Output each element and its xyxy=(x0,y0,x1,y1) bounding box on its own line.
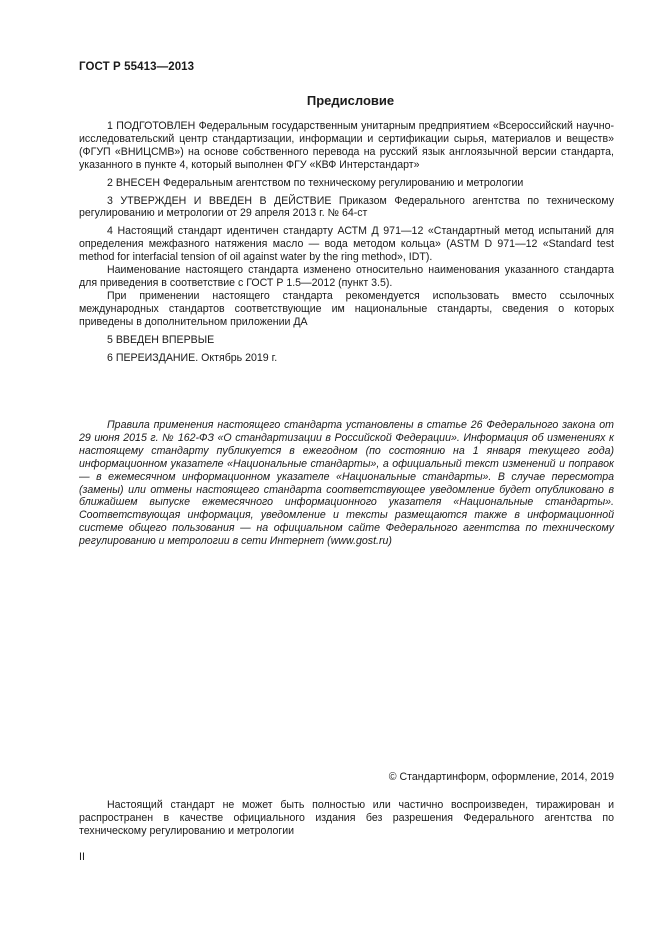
copyright-line: © Стандартинформ, оформление, 2014, 2019 xyxy=(388,771,614,783)
paragraph-4-references: При применении настоящего стандарта рекомендуется использовать вместо ссылочных международных стандартов соответствующие им национальные стандарты, сведения о которых приведены в дополнительном приложении ДА xyxy=(79,289,614,328)
paragraph-2: 2 ВНЕСЕН Федеральным агентством по техническому регулированию и метрологии xyxy=(107,176,524,189)
paragraph-1: 1 ПОДГОТОВЛЕН Федеральным государственным унитарным предприятием «Всероссийский научно-исследовательский центр стандартизации, информации и сертификации сырья, материалов и веществ» (ФГУП «ВНИЦСМВ») на основе собственного перевода на русский язык англоязычной версии стандарта, указанного в пункте 4, который выполнен ФГУ «КВФ Интерстандарт» xyxy=(79,120,614,171)
paragraph-4: 4 Настоящий стандарт идентичен стандарту АСТМ Д 971—12 «Стандартный метод испытаний для определения межфазного натяжения масло — вода методом кольца» (ASTM D 971—12 «Standard test method for interfacial tension of oil against water by the ring method», IDT). xyxy=(79,225,614,264)
reproduction-note xyxy=(79,799,614,838)
paragraph-5: 5 ВВЕДЕН ВПЕРВЫЕ xyxy=(107,333,215,346)
reproduction-note-text: Настоящий стандарт не может быть полностью или частично воспроизведен, тиражирован и распространен в качестве официального издания без разрешения Федерального агентства по техническому регулированию и метрологии xyxy=(79,799,614,837)
notice-text: Правила применения настоящего стандарта установлены в статье 26 Федерального закона от 29 июня 2015 г. № 162-ФЗ «О стандартизации в Российской Федерации». Информация об изменениях к настоящему стандарту публикуется в ежегодном (по состоянию на 1 января текущего года) информационном указателе «Национальные стандарты», а официальный текст изменений и поправок — в ежемесячном информационном указателе «Национальные стандарты». В случае пересмотра (замены) или отмены настоящего стандарта соответствующее уведомление будет опубликовано в ближайшем выпуске ежемесячного информационного указателя «Национальные стандарты». Соответствующая информация, уведомление и тексты размещаются также в информационной системе общего пользования — на официальном сайте Федерального агентства по техническому регулированию и метрологии в сети Интернет (www.gost.ru) xyxy=(79,419,614,548)
page-number: II xyxy=(79,851,85,863)
application-rules-notice xyxy=(79,419,614,548)
paragraph-6: 6 ПЕРЕИЗДАНИЕ. Октябрь 2019 г. xyxy=(107,351,278,364)
page-header-standard-id: ГОСТ Р 55413—2013 xyxy=(79,61,195,73)
paragraph-4-name-change: Наименование настоящего стандарта изменено относительно наименования указанного стандарта для приведения в соответствие с ГОСТ Р 1.5—2012 (пункт 3.5). xyxy=(79,264,614,289)
paragraph-3: 3 УТВЕРЖДЕН И ВВЕДЕН В ДЕЙСТВИЕ Приказом Федерального агентства по техническому регулированию и метрологии от 29 апреля 2013 г. № 64-ст xyxy=(79,194,614,220)
foreword-body xyxy=(79,120,614,369)
page-title: Предисловие xyxy=(306,93,395,108)
